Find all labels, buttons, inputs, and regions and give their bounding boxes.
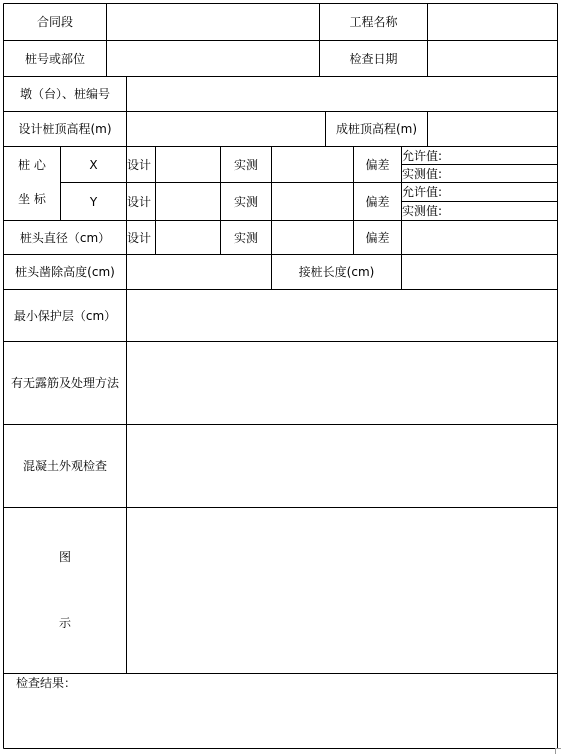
y-measured-label: 实测	[233, 194, 258, 209]
pile-head-diameter-label: 桩头直径（cm）	[19, 230, 111, 245]
y-deviation-label: 偏差	[365, 194, 390, 209]
inspection-result-field[interactable]	[4, 694, 557, 748]
diagram-area[interactable]	[127, 508, 557, 673]
design-top-elevation-field[interactable]	[127, 112, 325, 146]
chisel-height-field[interactable]	[127, 255, 271, 289]
min-cover-label: 最小保护层（cm）	[13, 308, 117, 323]
min-cover-field[interactable]	[127, 290, 557, 341]
diagram-label-char-2: 示	[58, 616, 71, 630]
design-top-elevation-label: 设计桩顶高程(m)	[18, 122, 112, 136]
diameter-deviation-field[interactable]	[402, 221, 557, 254]
built-top-elevation-field[interactable]	[428, 112, 557, 146]
x-measured-field[interactable]	[272, 147, 353, 182]
page-corner-mark	[555, 748, 561, 754]
coordinate-label: 坐 标	[18, 192, 46, 206]
y-allowed-value-label[interactable]: 允许值:	[402, 185, 443, 199]
x-allowed-value-label[interactable]: 允许值:	[402, 148, 443, 163]
concrete-appearance-label: 混凝土外观检查	[22, 459, 107, 473]
x-deviation-label: 偏差	[365, 157, 390, 172]
diameter-measured-field[interactable]	[272, 221, 353, 254]
x-measured-value-label[interactable]: 实测值:	[402, 166, 443, 181]
y-axis-label: Y	[89, 194, 98, 209]
pile-center-label: 桩 心	[18, 158, 46, 172]
inspection-result-label: 检查结果：	[16, 676, 77, 690]
built-top-elevation-label: 成桩顶高程(m)	[335, 122, 418, 136]
diameter-design-label: 设计	[127, 230, 152, 245]
diameter-deviation-label: 偏差	[365, 230, 390, 245]
project-name-label: 工程名称	[349, 15, 398, 29]
contract-section-field[interactable]	[107, 4, 319, 40]
project-name-field[interactable]	[428, 4, 557, 40]
diameter-design-field[interactable]	[156, 221, 220, 254]
inspection-date-label: 检查日期	[349, 51, 398, 66]
splice-length-field[interactable]	[402, 255, 557, 289]
pier-pile-no-label: 墩（台）、桩编号	[19, 87, 110, 101]
x-design-field[interactable]	[156, 147, 220, 182]
diameter-measured-label: 实测	[233, 230, 258, 245]
pile-head-chisel-height-label: 桩头凿除高度(cm)	[15, 265, 115, 279]
splice-length-label: 接桩长度(cm)	[298, 265, 375, 279]
exposed-rebar-field[interactable]	[127, 342, 557, 424]
x-measured-label: 实测	[233, 157, 258, 172]
y-measured-field[interactable]	[272, 183, 353, 220]
y-measured-value-label[interactable]: 实测值:	[402, 204, 443, 218]
pier-pile-no-field[interactable]	[127, 77, 557, 111]
pile-location-field[interactable]	[107, 41, 319, 76]
x-design-label: 设计	[127, 157, 152, 172]
diagram-label-char-1: 图	[58, 550, 71, 564]
exposed-rebar-label: 有无露筋及处理方法	[10, 376, 119, 390]
x-axis-label: X	[89, 157, 98, 172]
inspection-date-field[interactable]	[428, 41, 557, 76]
y-design-label: 设计	[127, 194, 152, 209]
contract-section-label: 合同段	[36, 15, 73, 29]
concrete-appearance-field[interactable]	[127, 425, 557, 507]
pile-location-label: 桩号或部位	[24, 51, 85, 66]
y-design-field[interactable]	[156, 183, 220, 220]
